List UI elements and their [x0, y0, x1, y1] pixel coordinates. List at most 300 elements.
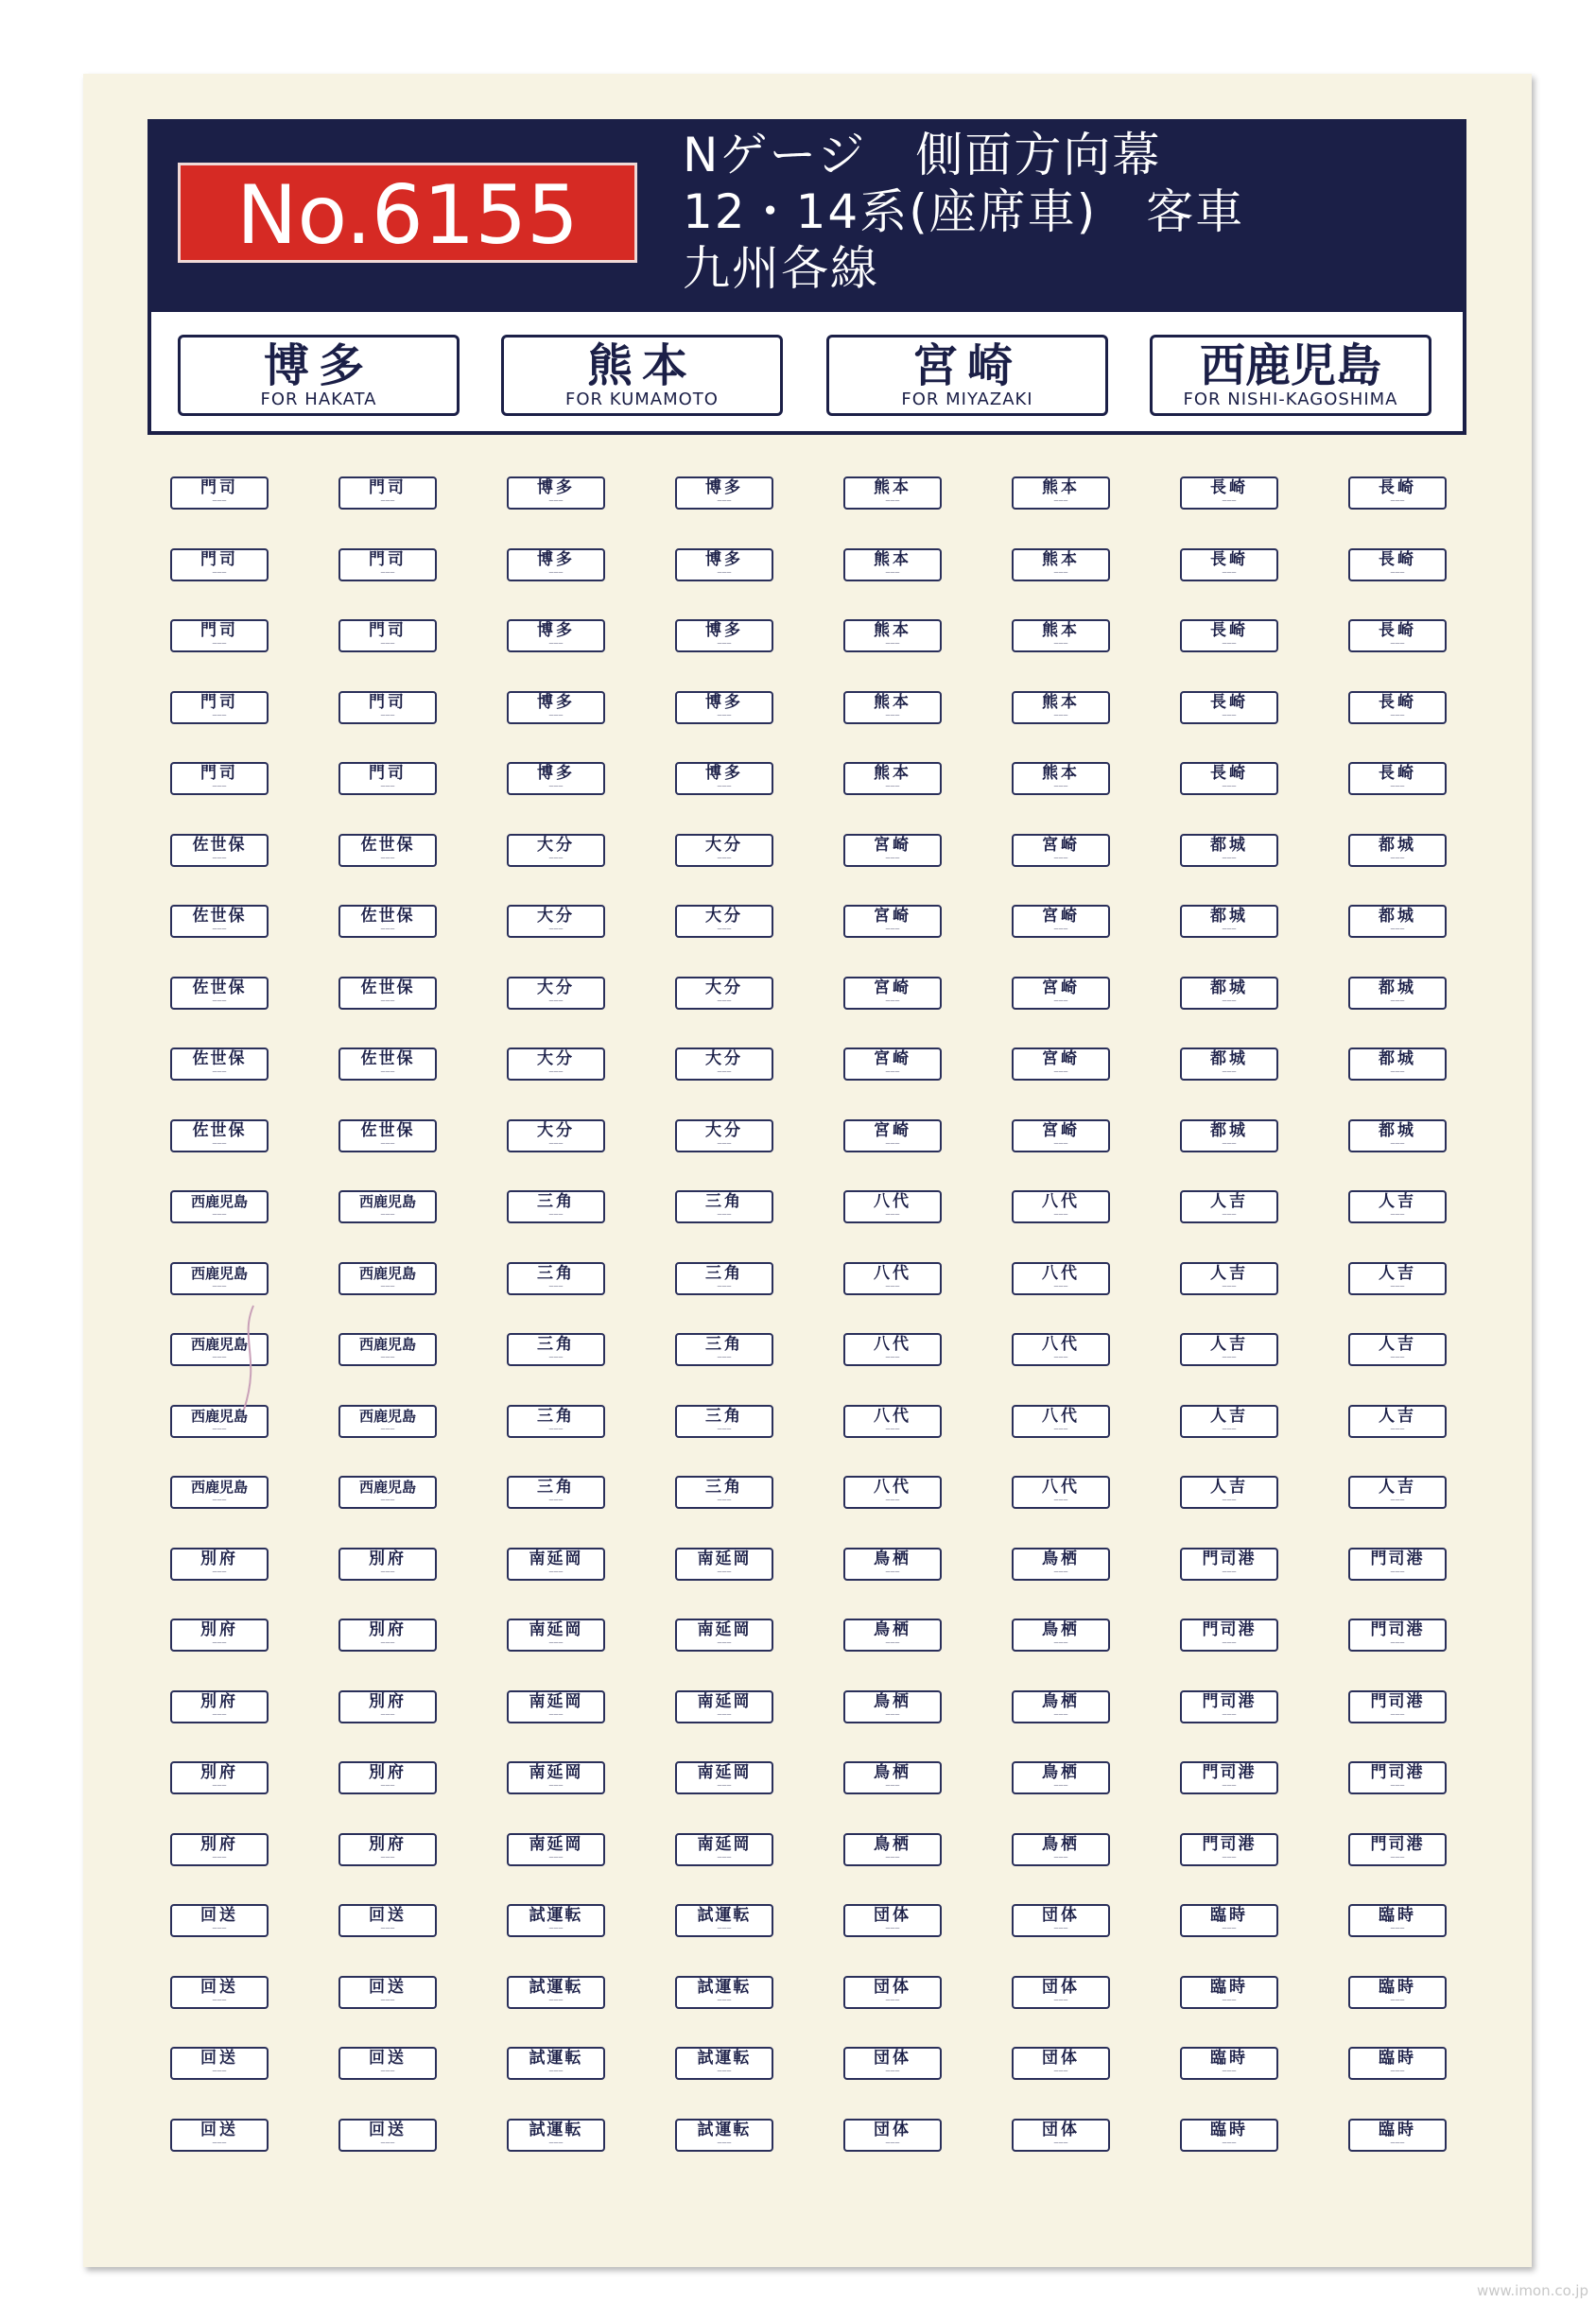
decal-label: 大分: [537, 1121, 575, 1140]
destination-decal: [338, 1119, 437, 1152]
decal-sub-mark: ———: [885, 2069, 900, 2074]
destination-decal: [675, 762, 773, 795]
destination-decal: [507, 1619, 605, 1652]
decal-sub-mark: ———: [1390, 856, 1405, 861]
decal-sub-mark: ———: [548, 713, 564, 719]
decal-sub-mark: ———: [885, 1141, 900, 1147]
destination-decal: [675, 1904, 773, 1937]
decal-sub-mark: ———: [1390, 1355, 1405, 1360]
decal-label: 宮崎: [874, 1121, 911, 1140]
decal-label: 熊本: [874, 550, 911, 569]
decal-label: 鳥栖: [1042, 1620, 1080, 1639]
decal-sub-mark: ———: [548, 998, 564, 1004]
destination-decal: [1180, 1833, 1278, 1866]
decal-label: 西鹿児島: [358, 1193, 416, 1210]
decal-sheet: [83, 74, 1532, 2267]
destination-decal: [1180, 548, 1278, 581]
decal-sub-mark: ———: [1390, 1569, 1405, 1575]
decal-sub-mark: ———: [1222, 1498, 1237, 1503]
destination-decal: [843, 2047, 942, 2080]
destination-decal: [843, 977, 942, 1010]
decal-sub-mark: ———: [380, 1212, 395, 1218]
decal-label: 佐世保: [192, 978, 247, 997]
destination-decal: [675, 691, 773, 724]
decal-sub-mark: ———: [717, 1569, 732, 1575]
decal-label: 南延岡: [697, 1692, 752, 1711]
destination-decal: [338, 1548, 437, 1581]
decal-label: 門司港: [1370, 1835, 1425, 1854]
destination-decal: [1012, 691, 1110, 724]
decal-sub-mark: ———: [548, 856, 564, 861]
destination-decal: [1348, 1904, 1447, 1937]
decal-sub-mark: ———: [212, 1212, 227, 1218]
destination-decal: [675, 977, 773, 1010]
decal-label: 八代: [1042, 1192, 1080, 1211]
destination-decal: [843, 1976, 942, 2009]
decal-label: 熊本: [1042, 693, 1080, 712]
decal-label: 八代: [874, 1192, 911, 1211]
sample-sign-hakata: [178, 335, 460, 416]
decal-label: 鳥栖: [874, 1550, 911, 1568]
destination-decal: [338, 977, 437, 1010]
decal-label: 回送: [200, 2049, 238, 2068]
destination-decal: [1348, 1262, 1447, 1295]
decal-label: 回送: [369, 1978, 407, 1997]
destination-decal: [170, 1119, 269, 1152]
destination-decal: [1012, 1761, 1110, 1794]
decal-sub-mark: ———: [380, 998, 395, 1004]
decal-sub-mark: ———: [212, 1998, 227, 2003]
decal-sub-mark: ———: [1390, 1284, 1405, 1290]
decal-label: 別府: [200, 1550, 238, 1568]
decal-sub-mark: ———: [1222, 498, 1237, 504]
decal-label: 南延岡: [529, 1763, 583, 1782]
destination-decal: [338, 619, 437, 652]
decal-sub-mark: ———: [380, 1284, 395, 1290]
decal-sub-mark: ———: [1053, 784, 1068, 789]
decal-sub-mark: ———: [1053, 1212, 1068, 1218]
destination-decal: [1012, 1405, 1110, 1438]
decal-label: 宮崎: [874, 907, 911, 926]
decal-label: 試運転: [697, 1978, 752, 1997]
destination-decal: [1012, 762, 1110, 795]
decal-label: 都城: [1210, 1049, 1248, 1068]
destination-decal: [1180, 1190, 1278, 1223]
decal-sub-mark: ———: [380, 1640, 395, 1646]
decal-label: 別府: [369, 1550, 407, 1568]
decal-label: 団体: [874, 1906, 911, 1925]
decal-sub-mark: ———: [380, 1141, 395, 1147]
destination-decal: [843, 548, 942, 581]
decal-label: 佐世保: [192, 1049, 247, 1068]
sample-sign-nishi-kagoshima: [1150, 335, 1431, 416]
decal-sub-mark: ———: [380, 1355, 395, 1360]
decal-sub-mark: ———: [548, 1855, 564, 1861]
destination-decal: [675, 2119, 773, 2152]
decal-label: 門司港: [1370, 1692, 1425, 1711]
decal-sub-mark: ———: [548, 1569, 564, 1575]
decal-label: 試運転: [697, 2121, 752, 2139]
decal-label: 西鹿児島: [190, 1193, 248, 1210]
decal-sub-mark: ———: [717, 784, 732, 789]
decal-sub-mark: ———: [380, 856, 395, 861]
decal-label: 八代: [1042, 1407, 1080, 1426]
decal-sub-mark: ———: [380, 926, 395, 932]
decal-label: 臨時: [1210, 1906, 1248, 1925]
destination-decal: [507, 1904, 605, 1937]
decal-sub-mark: ———: [380, 2069, 395, 2074]
decal-label: 三角: [705, 1407, 743, 1426]
decal-sub-mark: ———: [1390, 1712, 1405, 1718]
decal-sub-mark: ———: [717, 2069, 732, 2074]
destination-decal: [507, 1761, 605, 1794]
decal-label: 熊本: [1042, 621, 1080, 640]
sample-sign-en: FOR NISHI-KAGOSHIMA: [1183, 390, 1398, 409]
destination-decal: [170, 1904, 269, 1937]
destination-decal: [170, 1548, 269, 1581]
decal-label: 試運転: [697, 2049, 752, 2068]
destination-decal: [1348, 977, 1447, 1010]
destination-decal: [507, 1119, 605, 1152]
decal-sub-mark: ———: [1222, 1569, 1237, 1575]
decal-sub-mark: ———: [1390, 1212, 1405, 1218]
destination-decal: [1348, 762, 1447, 795]
decal-label: 宮崎: [1042, 1121, 1080, 1140]
destination-decal: [1012, 2047, 1110, 2080]
sample-sign-miyazaki: [826, 335, 1108, 416]
destination-decal: [1180, 691, 1278, 724]
decal-sub-mark: ———: [717, 856, 732, 861]
decal-label: 都城: [1210, 1121, 1248, 1140]
decal-label: 人吉: [1379, 1478, 1416, 1497]
decal-sub-mark: ———: [212, 498, 227, 504]
decal-sub-mark: ———: [380, 570, 395, 576]
decal-label: 回送: [200, 2121, 238, 2139]
decal-sub-mark: ———: [380, 2140, 395, 2146]
decal-sub-mark: ———: [885, 498, 900, 504]
destination-decal: [843, 1548, 942, 1581]
decal-label: 臨時: [1210, 1978, 1248, 1997]
decal-label: 熊本: [874, 621, 911, 640]
decal-sub-mark: ———: [885, 1640, 900, 1646]
decal-sub-mark: ———: [885, 1712, 900, 1718]
decal-label: 門司港: [1370, 1620, 1425, 1639]
destination-decal: [1012, 1976, 1110, 2009]
decal-label: 回送: [200, 1906, 238, 1925]
destination-decal: [675, 1976, 773, 2009]
decal-label: 宮崎: [874, 836, 911, 855]
decal-label: 三角: [705, 1335, 743, 1354]
decal-sub-mark: ———: [717, 1284, 732, 1290]
decal-sub-mark: ———: [212, 1069, 227, 1075]
decal-label: 門司: [369, 621, 407, 640]
decal-sub-mark: ———: [1222, 1640, 1237, 1646]
decal-label: 臨時: [1379, 2121, 1416, 2139]
decal-label: 門司港: [1202, 1763, 1257, 1782]
decal-sub-mark: ———: [1390, 926, 1405, 932]
decal-sub-mark: ———: [380, 1069, 395, 1075]
decal-label: 南延岡: [697, 1763, 752, 1782]
decal-sub-mark: ———: [1053, 1712, 1068, 1718]
decal-label: 南延岡: [697, 1835, 752, 1854]
decal-sub-mark: ———: [885, 641, 900, 647]
destination-decal: [1180, 619, 1278, 652]
decal-label: 宮崎: [1042, 907, 1080, 926]
decal-sub-mark: ———: [380, 784, 395, 789]
decal-sub-mark: ———: [212, 856, 227, 861]
decal-sub-mark: ———: [1053, 1498, 1068, 1503]
decal-sub-mark: ———: [1222, 2140, 1237, 2146]
decal-label: 西鹿児島: [190, 1265, 248, 1282]
decal-label: 都城: [1379, 1049, 1416, 1068]
decal-label: 三角: [537, 1407, 575, 1426]
destination-decal: [1348, 834, 1447, 867]
destination-decal: [675, 905, 773, 938]
destination-decal: [1180, 1333, 1278, 1366]
decal-label: 団体: [1042, 1906, 1080, 1925]
decal-label: 博多: [537, 693, 575, 712]
destination-decal: [1348, 1690, 1447, 1723]
decal-label: 団体: [874, 1978, 911, 1997]
destination-decal: [338, 1333, 437, 1366]
destination-decal: [170, 1476, 269, 1509]
decal-label: 博多: [537, 478, 575, 497]
destination-decal: [1180, 2047, 1278, 2080]
destination-decal: [1012, 2119, 1110, 2152]
destination-decal: [170, 548, 269, 581]
destination-decal: [507, 1690, 605, 1723]
destination-decal: [507, 762, 605, 795]
destination-decal: [1348, 691, 1447, 724]
decal-sub-mark: ———: [1390, 1640, 1405, 1646]
decal-sub-mark: ———: [212, 2140, 227, 2146]
destination-decal: [675, 834, 773, 867]
destination-decal: [507, 1333, 605, 1366]
decal-sub-mark: ———: [212, 1498, 227, 1503]
decal-sub-mark: ———: [885, 1427, 900, 1432]
decal-sub-mark: ———: [717, 1998, 732, 2003]
decal-label: 団体: [1042, 2121, 1080, 2139]
destination-decal: [170, 1833, 269, 1866]
destination-decal: [1180, 2119, 1278, 2152]
decal-sub-mark: ———: [717, 713, 732, 719]
decal-sub-mark: ———: [1222, 856, 1237, 861]
decal-sub-mark: ———: [1053, 1783, 1068, 1789]
decal-label: 門司港: [1202, 1692, 1257, 1711]
decal-label: 門司: [200, 550, 238, 569]
destination-decal: [338, 1476, 437, 1509]
destination-decal: [843, 691, 942, 724]
destination-decal: [1348, 1333, 1447, 1366]
sample-sign-jp: 宮崎: [911, 339, 1022, 392]
decal-label: 長崎: [1210, 621, 1248, 640]
destination-decal: [170, 762, 269, 795]
decal-label: 大分: [705, 907, 743, 926]
decal-label: 別府: [369, 1835, 407, 1854]
destination-decal: [1348, 905, 1447, 938]
decal-label: 別府: [369, 1763, 407, 1782]
destination-decal: [843, 905, 942, 938]
decal-label: 団体: [874, 2049, 911, 2068]
destination-decal: [675, 619, 773, 652]
decal-sub-mark: ———: [548, 1355, 564, 1360]
decal-label: 西鹿児島: [358, 1336, 416, 1353]
decal-sub-mark: ———: [1053, 713, 1068, 719]
decal-label: 博多: [705, 764, 743, 783]
decal-label: 博多: [537, 764, 575, 783]
decal-label: 八代: [1042, 1264, 1080, 1283]
destination-decal: [338, 834, 437, 867]
decal-label: 門司港: [1370, 1763, 1425, 1782]
destination-decal: [843, 762, 942, 795]
destination-decal: [338, 1048, 437, 1081]
destination-decal: [507, 691, 605, 724]
destination-decal: [1348, 548, 1447, 581]
sample-sign-kumamoto: [501, 335, 783, 416]
decal-label: 熊本: [1042, 550, 1080, 569]
decal-sub-mark: ———: [1222, 2069, 1237, 2074]
decal-sub-mark: ———: [380, 498, 395, 504]
decal-sub-mark: ———: [212, 1783, 227, 1789]
destination-decal: [338, 1190, 437, 1223]
decal-sub-mark: ———: [1222, 641, 1237, 647]
decal-sub-mark: ———: [548, 1640, 564, 1646]
decal-label: 臨時: [1210, 2049, 1248, 2068]
decal-label: 博多: [537, 621, 575, 640]
decal-sub-mark: ———: [1222, 713, 1237, 719]
destination-decal: [1180, 1119, 1278, 1152]
decal-sub-mark: ———: [717, 570, 732, 576]
destination-decal: [843, 1262, 942, 1295]
decal-sub-mark: ———: [212, 1712, 227, 1718]
decal-label: 博多: [705, 478, 743, 497]
decal-sub-mark: ———: [212, 784, 227, 789]
decal-sub-mark: ———: [380, 1783, 395, 1789]
destination-decal: [170, 905, 269, 938]
decal-sub-mark: ———: [885, 998, 900, 1004]
decal-sub-mark: ———: [1222, 784, 1237, 789]
destination-decal: [1180, 1476, 1278, 1509]
destination-decal: [1012, 1048, 1110, 1081]
destination-decal: [1012, 1833, 1110, 1866]
decal-label: 都城: [1210, 978, 1248, 997]
decal-label: 臨時: [1379, 1978, 1416, 1997]
decal-sub-mark: ———: [1390, 1783, 1405, 1789]
decal-sub-mark: ———: [1053, 1069, 1068, 1075]
destination-decal: [675, 1690, 773, 1723]
decal-label: 別府: [200, 1835, 238, 1854]
decal-label: 宮崎: [1042, 978, 1080, 997]
destination-decal: [843, 476, 942, 510]
destination-decal: [1348, 1548, 1447, 1581]
destination-decal: [1012, 1619, 1110, 1652]
decal-label: 佐世保: [360, 1049, 415, 1068]
decal-sub-mark: ———: [1053, 1427, 1068, 1432]
decal-sub-mark: ———: [548, 1427, 564, 1432]
destination-decal: [507, 619, 605, 652]
destination-decal: [843, 1119, 942, 1152]
destination-decal: [1348, 476, 1447, 510]
decal-sub-mark: ———: [212, 713, 227, 719]
destination-decal: [338, 762, 437, 795]
destination-decal: [675, 1761, 773, 1794]
decal-sub-mark: ———: [717, 1926, 732, 1931]
destination-decal: [1012, 1333, 1110, 1366]
decal-sub-mark: ———: [717, 1640, 732, 1646]
destination-decal: [507, 1833, 605, 1866]
decal-label: 門司: [369, 550, 407, 569]
product-number-badge: No.6155: [178, 163, 637, 263]
decal-label: 博多: [705, 693, 743, 712]
destination-decal: [338, 691, 437, 724]
decal-sub-mark: ———: [548, 1498, 564, 1503]
destination-decal: [1180, 1048, 1278, 1081]
decal-sub-mark: ———: [548, 926, 564, 932]
decal-sub-mark: ———: [885, 926, 900, 932]
destination-decal: [843, 1190, 942, 1223]
decal-label: 人吉: [1379, 1192, 1416, 1211]
decal-sub-mark: ———: [548, 2069, 564, 2074]
destination-decal: [1348, 2047, 1447, 2080]
destination-decal: [1180, 1904, 1278, 1937]
decal-sub-mark: ———: [1053, 1141, 1068, 1147]
decal-sub-mark: ———: [1053, 926, 1068, 932]
decal-label: 八代: [1042, 1478, 1080, 1497]
decal-label: 八代: [874, 1478, 911, 1497]
destination-decal: [1180, 1262, 1278, 1295]
destination-decal: [338, 2119, 437, 2152]
decal-label: 回送: [200, 1978, 238, 1997]
decal-sub-mark: ———: [548, 2140, 564, 2146]
destination-decal: [1180, 1548, 1278, 1581]
decal-label: 鳥栖: [874, 1620, 911, 1639]
decal-label: 佐世保: [192, 1121, 247, 1140]
decal-sub-mark: ———: [885, 1069, 900, 1075]
destination-decal: [1348, 2119, 1447, 2152]
decal-label: 門司: [369, 764, 407, 783]
decal-label: 三角: [705, 1478, 743, 1497]
decal-sub-mark: ———: [380, 1926, 395, 1931]
decal-label: 三角: [537, 1478, 575, 1497]
destination-decal: [675, 2047, 773, 2080]
decal-sub-mark: ———: [212, 1855, 227, 1861]
destination-decal: [675, 1548, 773, 1581]
decal-label: 門司: [200, 764, 238, 783]
decal-sub-mark: ———: [1053, 856, 1068, 861]
decal-sub-mark: ———: [548, 1998, 564, 2003]
sample-sign-en: FOR MIYAZAKI: [901, 390, 1033, 409]
decal-sub-mark: ———: [212, 1141, 227, 1147]
destination-decal: [507, 2119, 605, 2152]
decal-sub-mark: ———: [1222, 1355, 1237, 1360]
watermark-text: www.imon.co.jp: [1476, 2282, 1588, 2299]
decal-label: 鳥栖: [1042, 1692, 1080, 1711]
destination-decal: [338, 1690, 437, 1723]
decal-sub-mark: ———: [1053, 641, 1068, 647]
decal-sub-mark: ———: [717, 1712, 732, 1718]
destination-decal: [1012, 548, 1110, 581]
decal-sub-mark: ———: [717, 1855, 732, 1861]
decal-sub-mark: ———: [380, 1569, 395, 1575]
decal-label: 人吉: [1210, 1478, 1248, 1497]
destination-decal: [1180, 905, 1278, 938]
decal-label: 都城: [1379, 907, 1416, 926]
destination-decal: [170, 977, 269, 1010]
decal-label: 鳥栖: [874, 1835, 911, 1854]
decal-label: 門司港: [1202, 1620, 1257, 1639]
decal-label: 回送: [369, 1906, 407, 1925]
decal-sub-mark: ———: [212, 1355, 227, 1360]
